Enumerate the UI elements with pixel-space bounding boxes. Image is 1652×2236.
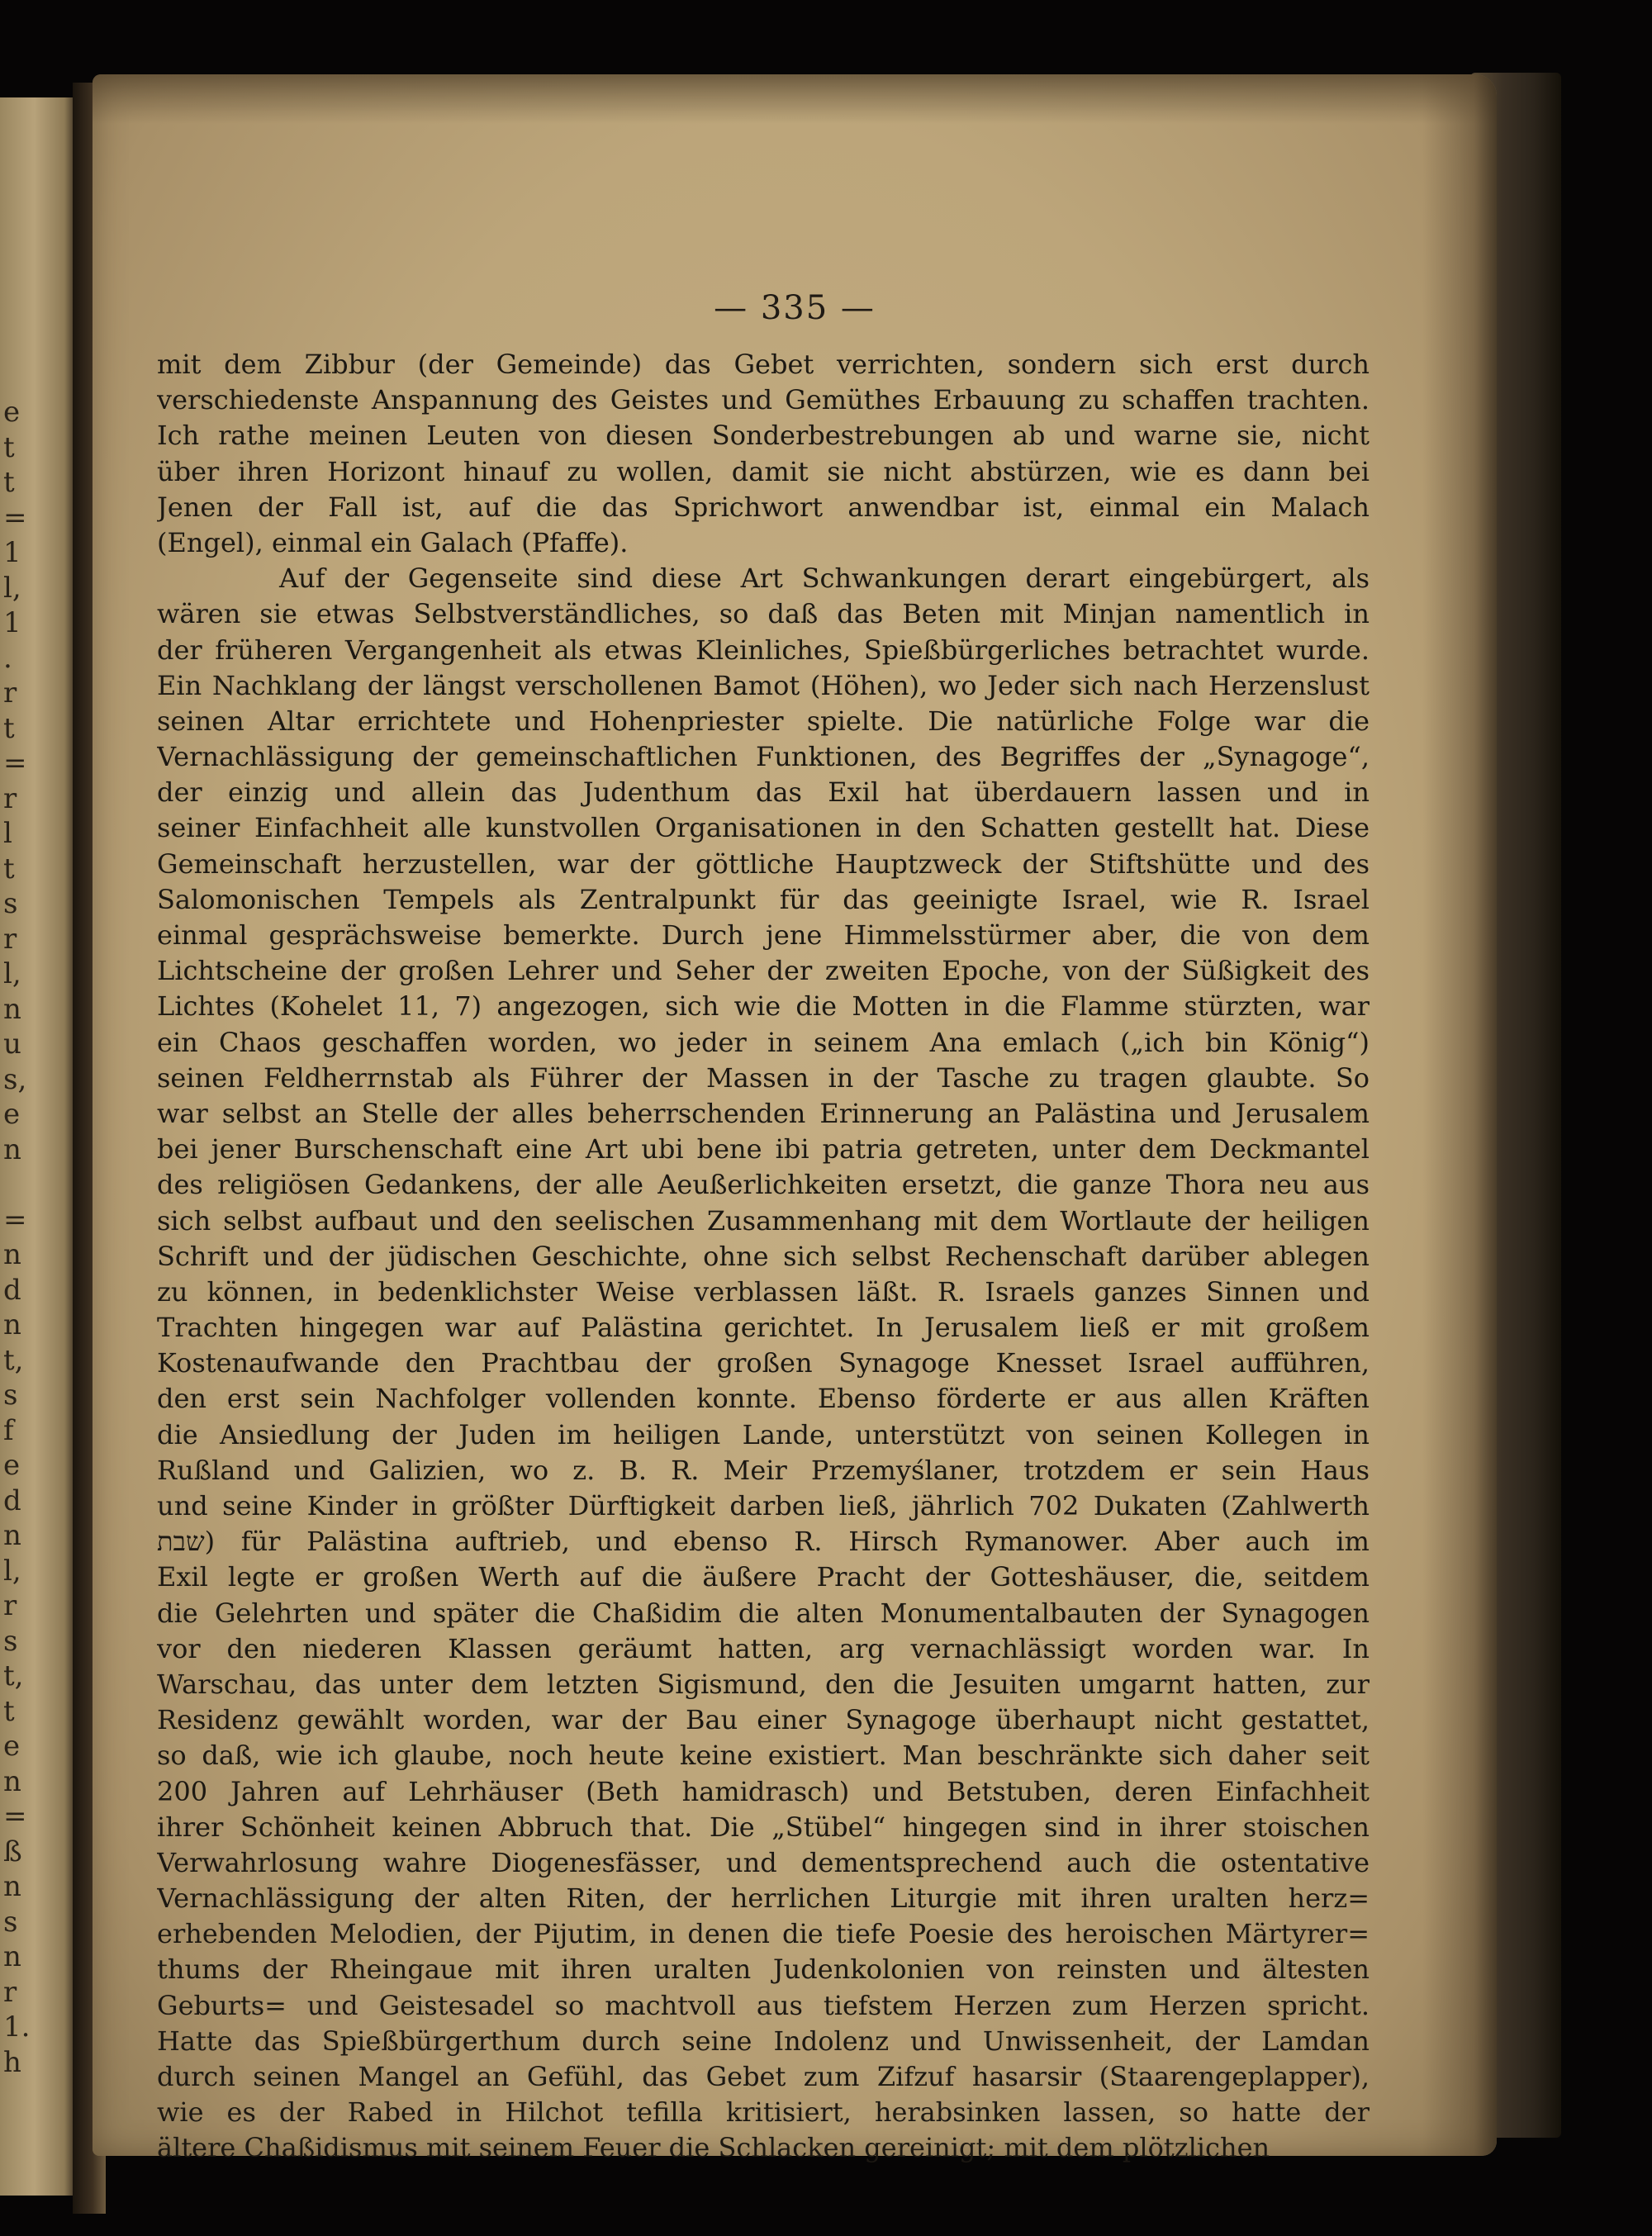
facing-line-end: 1: [3, 536, 21, 569]
text-line: den erst sein Nachfolger vollenden konnte. Ebenso förderte er aus allen Kräften: [157, 1383, 1370, 1415]
facing-line-end: =: [3, 1800, 27, 1833]
facing-line-end: n: [3, 1519, 21, 1552]
text-line: die Ansiedlung der Juden im heiligen Lande, unterstützt von seinen Kollegen in: [157, 1418, 1370, 1450]
text-line: Trachten hingegen war auf Palästina gerichtet. In Jerusalem ließ er mit großem: [157, 1312, 1370, 1344]
text-line: vor den niederen Klassen geräumt hatten, arg vernachlässigt worden war. In: [157, 1632, 1370, 1664]
facing-line-end: n: [3, 1870, 21, 1903]
facing-line-end: d: [3, 1484, 21, 1517]
text-line: Ich rathe meinen Leuten von diesen Sonderbestrebungen ab und warne sie, nicht: [157, 420, 1370, 452]
text-line: thums der Rheingaue mit ihren uralten Judenkolonien von reinsten und ältesten: [157, 1954, 1370, 1986]
facing-line-end: r: [3, 1589, 17, 1622]
text-line: Lichtscheine der großen Lehrer und Seher der zweiten Epoche, von der Süßigkeit des: [157, 955, 1370, 987]
text-line: so daß, wie ich glaube, noch heute keine existiert. Man beschränkte sich daher seit: [157, 1740, 1370, 1772]
facing-line-end: 1.: [3, 2011, 31, 2044]
text-line: ihrer Schönheit keinen Abbruch that. Die „Stübel“ hingegen sind in ihrer stoischen: [157, 1811, 1370, 1843]
text-line: der früheren Vergangenheit als etwas Kleinliches, Spießbürgerliches betrachtet wurde.: [157, 634, 1370, 666]
text-line: Verwahrlosung wahre Diogenesfässer, und dementsprechend auch die ostentative: [157, 1846, 1370, 1878]
text-line: Salomonischen Tempels als Zentralpunkt für das geeinigte Israel, wie R. Israel: [157, 883, 1370, 915]
facing-line-end: s: [3, 887, 18, 920]
text-line: Auf der Gegenseite sind diese Art Schwankungen derart eingebürgert, als: [279, 563, 1370, 595]
text-line: seinen Altar errichtete und Hohenpriester spielte. Die natürliche Folge war die: [157, 705, 1370, 737]
facing-line-end: n: [3, 1308, 21, 1341]
facing-line-end: t: [3, 852, 15, 885]
facing-line-end: t: [3, 1694, 15, 1728]
facing-line-end: .: [3, 641, 12, 675]
facing-line-end: [3, 1167, 36, 1203]
facing-line-end: t: [3, 430, 15, 464]
facing-line-end: l: [3, 817, 12, 850]
facing-line-end: 1: [3, 606, 21, 639]
facing-line-end: r: [3, 1975, 17, 2009]
facing-line-end: u: [3, 1028, 21, 1061]
text-line: Vernachlässigung der alten Riten, der herrlichen Liturgie mit ihren uralten herz=: [157, 1882, 1370, 1915]
facing-line-end: e: [3, 1098, 21, 1131]
text-line: ein Chaos geschaffen worden, wo jeder in seinem Ana emlach („ich bin König“): [157, 1026, 1370, 1058]
text-line: (Engel), einmal ein Galach (Pfaffe).: [157, 526, 629, 558]
facing-line-end: r: [3, 922, 17, 956]
text-line: Kostenaufwande den Prachtbau der großen Synagoge Knesset Israel aufführen,: [157, 1347, 1370, 1379]
facing-line-end: t: [3, 466, 15, 499]
book-page: [93, 74, 1497, 2164]
text-line: durch seinen Mangel an Gefühl, das Gebet zum Zifzuf hasarsir (Staarengeplapper),: [157, 2061, 1370, 2092]
text-line: שבת) für Palästina auftrieb, und ebenso R. Hirsch Rymanower. Aber auch im: [157, 1526, 1370, 1558]
facing-line-end: d: [3, 1273, 21, 1307]
facing-line-end: t: [3, 711, 15, 745]
text-line: Vernachlässigung der gemeinschaftlichen Funktionen, des Begriffes der „Synagoge“,: [157, 741, 1370, 773]
text-line: wie es der Rabed in Hilchot tefilla kritisiert, herabsinken lassen, so hatte der: [157, 2096, 1370, 2129]
text-line: Hatte das Spießbürgerthum durch seine Indolenz und Unwissenheit, der Lamdan: [157, 2025, 1370, 2057]
facing-line-end: l,: [3, 957, 21, 990]
facing-line-end: n: [3, 1132, 21, 1166]
page-number: — 335 —: [714, 289, 876, 327]
text-line: über ihren Horizont hinauf zu wollen, damit sie nicht abstürzen, wie es dann bei: [157, 455, 1370, 487]
facing-line-end: s: [3, 1905, 18, 1939]
text-line: Geburts= und Geistesadel so machtvoll aus tiefstem Herzen zum Herzen spricht.: [157, 1989, 1370, 2021]
facing-line-end: =: [3, 501, 27, 534]
facing-line-end: =: [3, 747, 27, 780]
text-line: Jenen der Fall ist, auf die das Sprichwort anwendbar ist, einmal ein Malach: [157, 491, 1370, 523]
text-line: einmal gesprächsweise bemerkte. Durch jene Himmelsstürmer aber, die von dem: [157, 919, 1370, 951]
facing-line-end: f: [3, 1413, 14, 1447]
facing-line-end: s: [3, 1624, 18, 1658]
text-line: Lichtes (Kohelet 11, 7) angezogen, sich wie die Motten in die Flamme stürzten, war: [157, 990, 1370, 1023]
text-line: mit dem Zibbur (der Gemeinde) das Gebet verrichten, sondern sich erst durch: [157, 349, 1370, 380]
text-line: Warschau, das unter dem letzten Sigismund, den die Jesuiten umgarnt hatten, zur: [157, 1668, 1370, 1700]
text-line: seinen Feldherrnstab als Führer der Massen in der Tasche zu tragen glaubte. So: [157, 1061, 1370, 1094]
facing-page-edge: [0, 97, 76, 2196]
facing-line-end: n: [3, 1940, 21, 1973]
text-line: die Gelehrten und später die Chaßidim die alten Monumentalbauten der Synagogen: [157, 1597, 1370, 1629]
facing-line-end: e: [3, 1449, 21, 1482]
facing-line-end: s,: [3, 1062, 27, 1096]
facing-line-end: t,: [3, 1659, 24, 1692]
text-line: wären sie etwas Selbstverständliches, so daß das Beten mit Minjan namentlich in: [157, 598, 1370, 630]
facing-line-end: n: [3, 1764, 21, 1798]
facing-line-end: l,: [3, 1554, 21, 1588]
facing-line-end: e: [3, 396, 21, 429]
text-line: sich selbst aufbaut und den seelischen Zusammenhang mit dem Wortlaute der heiligen: [157, 1204, 1370, 1237]
text-line: 200 Jahren auf Lehrhäuser (Beth hamidrasch) und Betstuben, deren Einfachheit: [157, 1775, 1370, 1807]
facing-line-end: r: [3, 676, 17, 710]
text-line: Exil legte er großen Werth auf die äußere Pracht der Gotteshäuser, die, seitdem: [157, 1561, 1370, 1593]
facing-line-end: n: [3, 1238, 21, 1271]
facing-page-line-ends: [3, 395, 36, 2080]
facing-line-end: e: [3, 1730, 21, 1763]
facing-line-end: =: [3, 1203, 27, 1237]
facing-line-end: ß: [3, 1835, 22, 1868]
facing-line-end: t,: [3, 1343, 24, 1377]
text-line: Schrift und der jüdischen Geschichte, ohne sich selbst Rechenschaft darüber ablegen: [157, 1240, 1370, 1272]
text-line: Ein Nachklang der längst verschollenen Bamot (Höhen), wo Jeder sich nach Herzenslust: [157, 669, 1370, 701]
text-line: zu können, in bedenklichster Weise verblassen läßt. R. Israels ganzes Sinnen und: [157, 1275, 1370, 1308]
text-line: und seine Kinder in größter Dürftigkeit darben ließ, jährlich 702 Dukaten (Zahlwerth: [157, 1490, 1370, 1522]
text-line: Gemeinschaft herzustellen, war der göttliche Hauptzweck der Stiftshütte und des: [157, 847, 1370, 880]
body-text: [157, 347, 1370, 2167]
text-line: seiner Einfachheit alle kunstvollen Organisationen in den Schatten gestellt hat. Diese: [157, 812, 1370, 844]
facing-line-end: l,: [3, 571, 21, 605]
text-line: Residenz gewählt worden, war der Bau einer Synagoge überhaupt nicht gestattet,: [157, 1704, 1370, 1736]
text-line: ältere Chaßidismus mit seinem Feuer die Schlacken gereinigt; mit dem plötzlichen: [157, 2132, 1270, 2164]
facing-line-end: r: [3, 781, 17, 815]
text-line: des religiösen Gedankens, der alle Aeußerlichkeiten ersetzt, die ganze Thora neu aus: [157, 1169, 1370, 1201]
text-line: verschiedenste Anspannung des Geistes und Gemüthes Erbauung zu schaffen trachten.: [157, 384, 1370, 416]
text-line: der einzig und allein das Judenthum das Exil hat überdauern lassen und in: [157, 776, 1370, 809]
facing-line-end: h: [3, 2045, 21, 2079]
text-line: erhebenden Melodien, der Pijutim, in denen die tiefe Poesie des heroischen Märtyrer=: [157, 1918, 1370, 1950]
text-line: bei jener Burschenschaft eine Art ubi bene ibi patria getreten, unter dem Deckmantel: [157, 1133, 1370, 1165]
facing-line-end: s: [3, 1379, 18, 1412]
facing-line-end: n: [3, 992, 21, 1026]
text-line: Rußland und Galizien, wo z. B. R. Meir Przemyślaner, trotzdem er sein Haus: [157, 1454, 1370, 1486]
text-line: war selbst an Stelle der alles beherrschenden Erinnerung an Palästina und Jerusalem: [157, 1097, 1370, 1129]
